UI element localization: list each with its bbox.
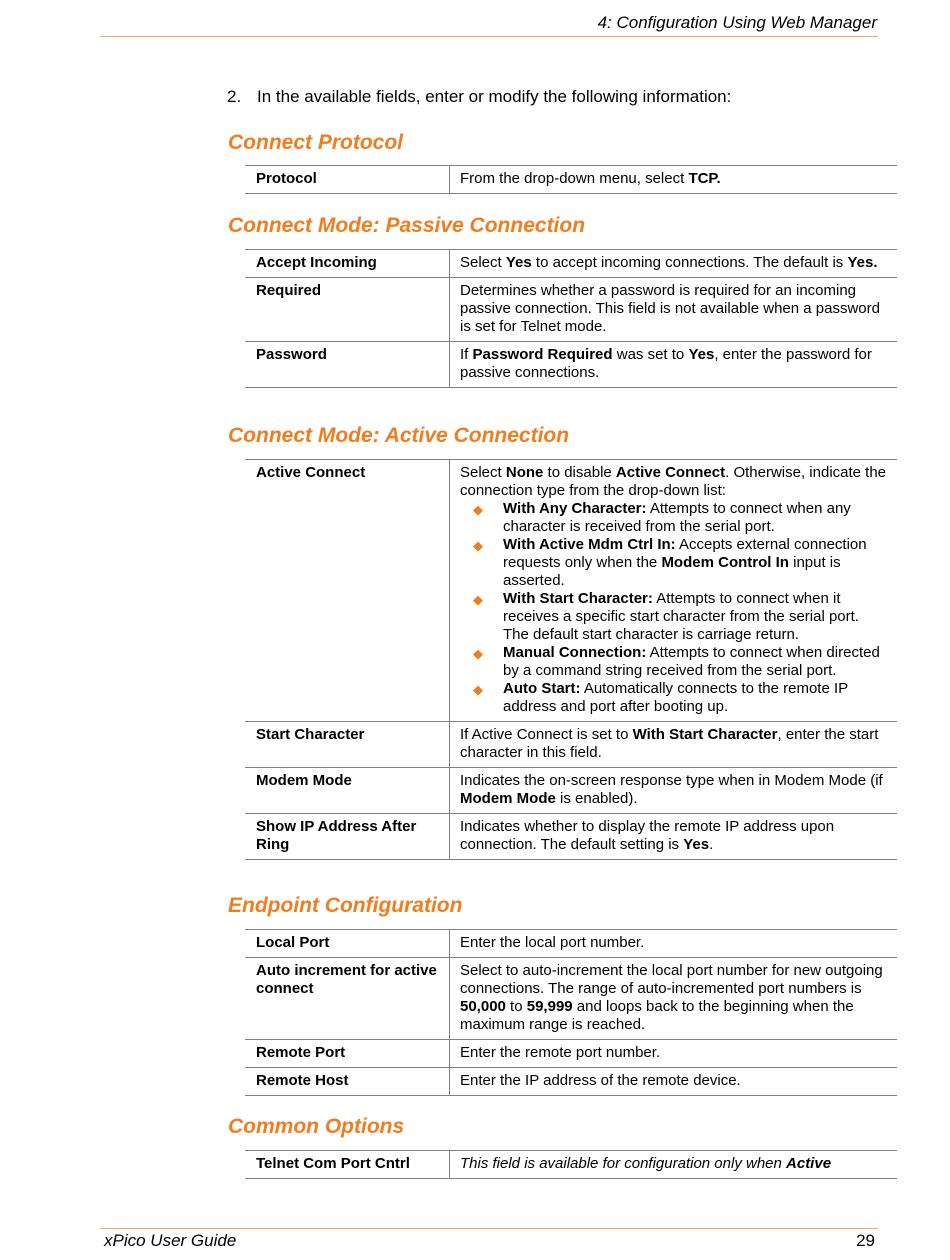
desc-cell: This field is available for configuration only when Active — [450, 1151, 898, 1179]
running-header: 4: Configuration Using Web Manager — [597, 13, 877, 32]
term-cell: Show IP Address After Ring — [245, 814, 450, 860]
term-cell: Required — [245, 278, 450, 342]
table-row — [245, 1068, 897, 1096]
desc-cell: Indicates whether to display the remote IP address upon connection. The default setting is Yes. — [450, 814, 898, 860]
table-row — [245, 166, 897, 194]
section-title-passive-connection: Connect Mode: Passive Connection — [228, 214, 586, 237]
term-cell: Local Port — [245, 930, 450, 958]
desc-cell: Indicates the on-screen response type when in Modem Mode (if Modem Mode is enabled). — [450, 768, 898, 814]
desc-cell: Determines whether a password is required for an incoming passive connection. This field is not available when a password is set for Telnet mode. — [450, 278, 898, 342]
list-item: ◆ Manual Connection: Attempts to connect when directed by a command string received from the serial port. — [473, 644, 880, 679]
section-title-common-options: Common Options — [228, 1115, 405, 1138]
term-cell: Protocol — [245, 166, 450, 194]
table-row — [245, 722, 897, 768]
step-text: In the available fields, enter or modify the following information: — [257, 87, 732, 106]
term-cell: Password — [245, 342, 450, 388]
list-item: ◆ With Any Character: Attempts to connect when any character is received from the serial port. — [473, 500, 851, 535]
page-number: 29 — [856, 1231, 875, 1250]
term-cell: Start Character — [245, 722, 450, 768]
diamond-bullet-icon: ◆ — [473, 502, 483, 517]
desc-cell: Enter the remote port number. — [450, 1040, 898, 1068]
table-row — [245, 342, 897, 388]
table-connect-protocol — [245, 165, 897, 194]
desc-cell: If Password Required was set to Yes, enter the password for passive connections. — [450, 342, 898, 388]
table-active-connection — [245, 459, 897, 860]
diamond-bullet-icon: ◆ — [473, 682, 483, 697]
list-item: ◆ Auto Start: Automatically connects to the remote IP address and port after booting up. — [473, 680, 848, 715]
table-row — [245, 1040, 897, 1068]
desc-cell: Select to auto-increment the local port number for new outgoing connections. The range of auto-incremented port numbers is 50,000 to 59,999 and loops back to the beginning when the maximum range is reached. — [450, 958, 898, 1040]
table-passive-connection — [245, 249, 897, 388]
footer-guide-title: xPico User Guide — [104, 1231, 237, 1250]
list-item: ◆ With Active Mdm Ctrl In: Accepts external connection requests only when the Modem Control In input is asserted. — [473, 536, 867, 589]
table-row — [245, 250, 897, 278]
table-row — [245, 460, 897, 722]
term-cell: Telnet Com Port Cntrl — [245, 1151, 450, 1179]
term-cell: Active Connect — [245, 460, 450, 722]
diamond-bullet-icon: ◆ — [473, 646, 483, 661]
active-connect-intro: Select None to disable Active Connect. Otherwise, indicate the connection type from the drop-down list: — [460, 464, 887, 499]
header-divider — [100, 36, 878, 37]
diamond-bullet-icon: ◆ — [473, 592, 483, 607]
section-title-active-connection: Connect Mode: Active Connection — [228, 424, 570, 447]
diamond-bullet-icon: ◆ — [473, 538, 483, 553]
table-row — [245, 814, 897, 860]
table-common-options — [245, 1150, 897, 1179]
table-row — [245, 958, 897, 1040]
desc-cell: Select Yes to accept incoming connections. The default is Yes. — [450, 250, 898, 278]
term-cell: Accept Incoming — [245, 250, 450, 278]
desc-cell — [450, 460, 898, 722]
connection-type-list — [460, 500, 887, 716]
desc-cell: If Active Connect is set to With Start Character, enter the start character in this field. — [450, 722, 898, 768]
desc-cell: Enter the IP address of the remote device. — [450, 1068, 898, 1096]
term-cell: Modem Mode — [245, 768, 450, 814]
table-row — [245, 1151, 897, 1179]
step-number: 2. — [227, 87, 242, 106]
table-endpoint-configuration — [245, 929, 897, 1096]
section-title-connect-protocol: Connect Protocol — [228, 131, 404, 154]
section-title-endpoint-configuration: Endpoint Configuration — [228, 894, 463, 917]
footer-divider — [100, 1228, 878, 1229]
table-row — [245, 278, 897, 342]
term-cell: Remote Port — [245, 1040, 450, 1068]
term-cell: Remote Host — [245, 1068, 450, 1096]
desc-cell: From the drop-down menu, select TCP. — [450, 166, 898, 194]
table-row — [245, 930, 897, 958]
term-cell: Auto increment for active connect — [245, 958, 450, 1040]
desc-cell: Enter the local port number. — [450, 930, 898, 958]
list-item: ◆ With Start Character: Attempts to connect when it receives a specific start character from the serial port. The default start character is carriage return. — [473, 590, 859, 643]
step-instruction — [227, 87, 731, 107]
table-row — [245, 768, 897, 814]
